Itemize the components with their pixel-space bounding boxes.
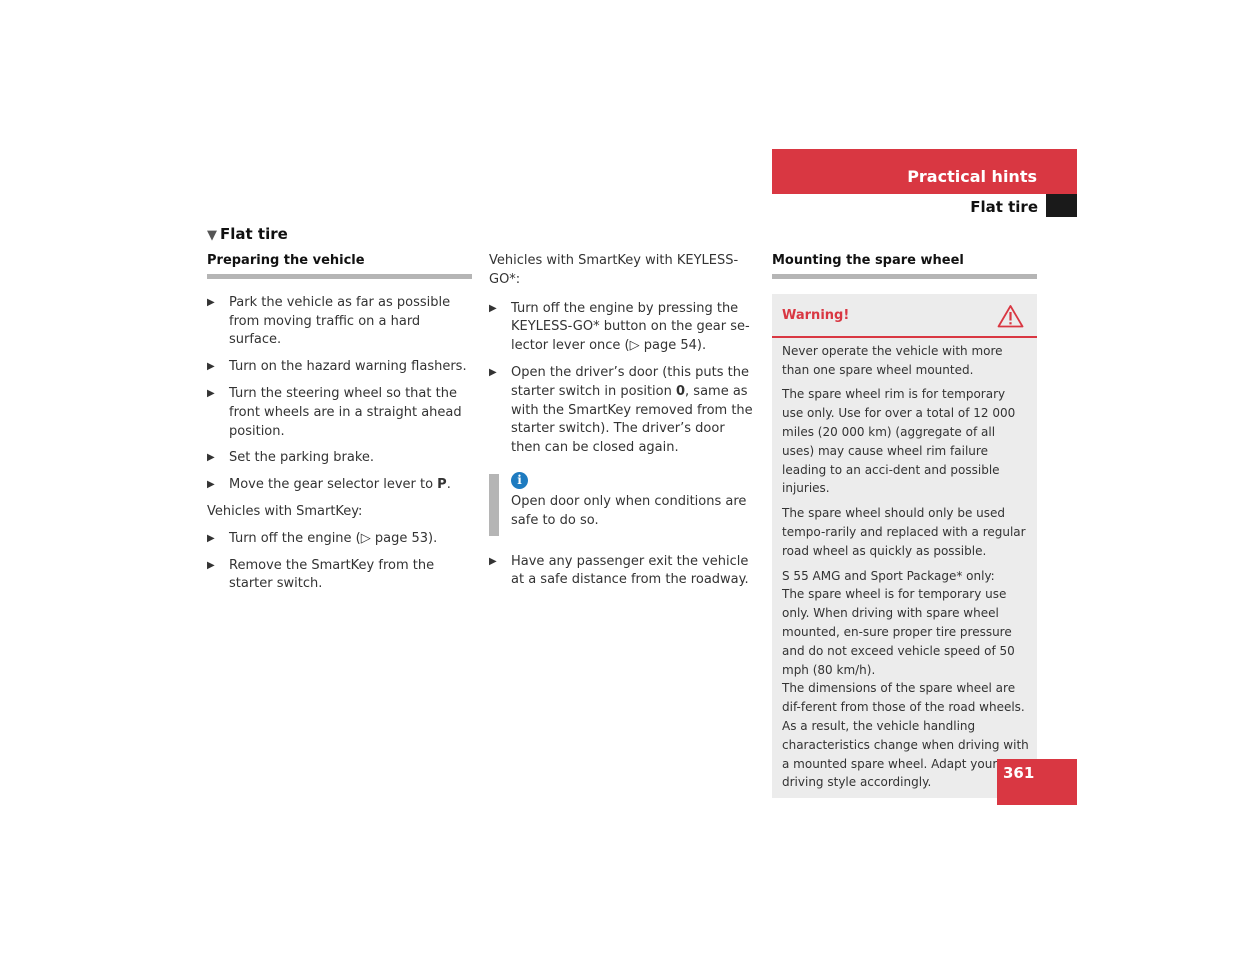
page-number: 361: [1003, 764, 1035, 782]
info-bar: [489, 474, 499, 536]
bullet-arrow-icon: ▶: [207, 559, 215, 571]
triangle-down-icon: ▼: [207, 228, 217, 243]
list-item: ▶ Turn on the hazard warning flashers.: [207, 358, 472, 377]
list-item: ▶ Remove the SmartKey from the starter switch.: [207, 557, 435, 592]
warning-triangle-icon: [997, 304, 1024, 328]
spare-wheel-heading: Mounting the spare wheel: [772, 252, 1037, 279]
page-reference: ▷ page 53: [360, 530, 429, 546]
page-reference: ▷ page 54: [629, 338, 697, 354]
section-header-band: [772, 149, 1077, 194]
bullet-arrow-icon: ▶: [489, 302, 497, 314]
main-heading-text: Flat tire: [220, 225, 288, 243]
keyless-label: Vehicles with SmartKey with KEYLESS-GO*:: [489, 253, 739, 287]
warning-header: [772, 294, 1037, 338]
warning-paragraph: S 55 AMG and Sport Package* only:: [782, 568, 995, 583]
section-title: Practical hints: [907, 167, 1037, 186]
warning-paragraph: The spare wheel rim is for temporary use only. Use for over a total of 12 000 miles (20 000 km) (aggregate of all uses) may cause wheel rim failure leading to an acci-dent and possible injuries.: [782, 387, 1016, 496]
bullet-arrow-icon: ▶: [207, 479, 215, 491]
warning-body: [772, 338, 1037, 792]
list-item: ▶ Turn off the engine by pressing the KEYLESS-GO* button on the gear se-lector lever once (▷ page 54).: [489, 300, 750, 354]
info-text: Open door only when conditions are safe to do so.: [511, 493, 747, 528]
list-item: ▶ Have any passenger exit the vehicle at a safe distance from the roadway.: [489, 553, 749, 588]
warning-paragraph: The spare wheel is for temporary use only. When driving with spare wheel mounted, en-sure proper tire pressure and do not exceed vehicle speed of 50 mph (80 km/h).: [782, 587, 1015, 677]
list-item: ▶ Turn the steering wheel so that the front wheels are in a straight ahead position.: [207, 385, 462, 439]
bullet-arrow-icon: ▶: [207, 361, 215, 373]
warning-paragraph: The spare wheel should only be used tempo-rarily and replaced with a regular road wheel as quickly as possible.: [782, 506, 1026, 558]
main-heading: [207, 225, 288, 243]
preparing-heading: Preparing the vehicle: [207, 252, 472, 279]
bullet-arrow-icon: ▶: [489, 366, 497, 378]
info-icon: i: [511, 472, 528, 489]
smartkey-label: Vehicles with SmartKey:: [207, 503, 363, 519]
list-item: ▶ Park the vehicle as far as possible from moving traffic on a hard surface.: [207, 294, 451, 348]
bullet-arrow-icon: ▶: [207, 387, 215, 399]
list-item: ▶ Turn off the engine (▷ page 53).: [207, 530, 472, 549]
subsection-marker: [1046, 194, 1077, 217]
bullet-arrow-icon: ▶: [207, 452, 215, 464]
column-spare-wheel: [772, 252, 1037, 798]
list-item: ▶ Set the parking brake.: [207, 449, 472, 468]
column-preparing: [207, 252, 472, 602]
warning-paragraph: The dimensions of the spare wheel are dif-ferent from those of the road wheels. As a result, the vehicle handling characteristics change when driving with a mounted spare wheel. Adapt your driving style accordingly.: [782, 681, 1029, 790]
warning-paragraph: Never operate the vehicle with more than one spare wheel mounted.: [782, 343, 1003, 377]
subsection-title: Flat tire: [970, 198, 1038, 216]
bullet-arrow-icon: ▶: [207, 296, 215, 308]
page-number-band: [997, 759, 1077, 805]
bullet-arrow-icon: ▶: [207, 532, 215, 544]
bullet-arrow-icon: ▶: [489, 555, 497, 567]
list-item: ▶ Open the driver’s door (this puts the starter switch in position 0, same as with the SmartKey removed from the starter switch). The driver’s door then can be closed again.: [489, 364, 753, 456]
info-note: [489, 472, 753, 531]
list-item: ▶ Move the gear selector lever to P.: [207, 476, 472, 495]
warning-box: [772, 294, 1037, 798]
column-keyless: [489, 252, 753, 598]
warning-title: Warning!: [782, 307, 850, 323]
